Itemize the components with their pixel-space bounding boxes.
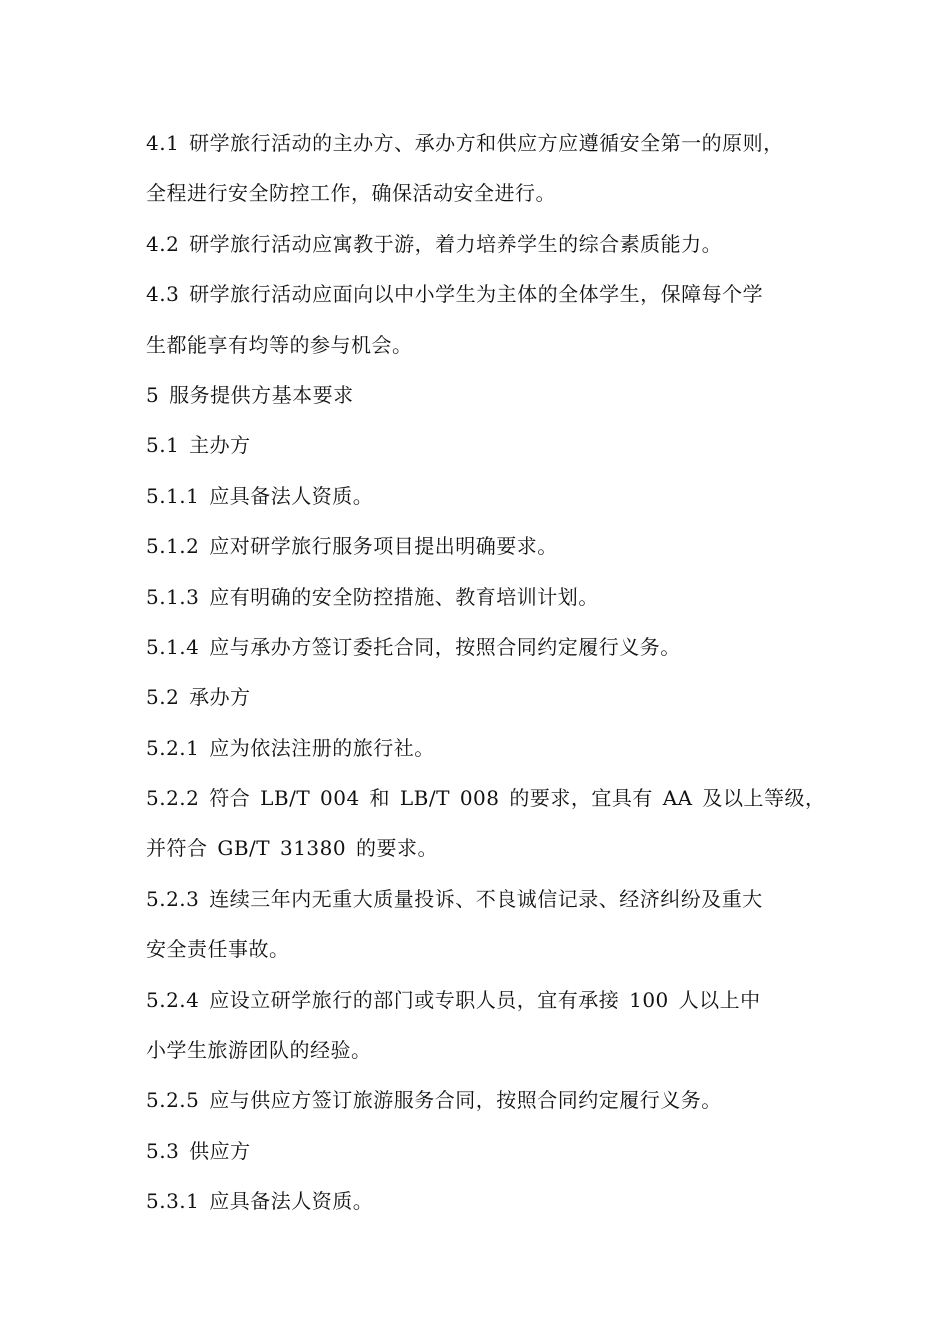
text-line: 5.1.2 应对研学旅行服务项目提出明确要求。: [146, 534, 558, 559]
subsection-heading: 5.3 供应方: [146, 1138, 251, 1163]
text-line: 4.3 研学旅行活动应面向以中小学生为主体的全体学生，保障每个学: [146, 282, 764, 307]
text-line: 5.1.4 应与承办方签订委托合同，按照合同约定履行义务。: [146, 634, 681, 659]
text-line: 并符合 GB/T 31380 的要求。: [146, 836, 438, 861]
section-heading: 5 服务提供方基本要求: [146, 382, 354, 407]
text-line: 生都能享有均等的参与机会。: [146, 332, 413, 357]
text-line: 4.1 研学旅行活动的主办方、承办方和供应方应遵循安全第一的原则，: [146, 131, 784, 155]
text-line: 5.1.3 应有明确的安全防控措施、教育培训计划。: [146, 584, 599, 609]
text-line: 全程进行安全防控工作，确保活动安全进行。: [146, 181, 556, 206]
text-line: 5.2.2 符合 LB/T 004 和 LB/T 008 的要求，宜具有 AA 及以上等级，: [146, 786, 826, 811]
text-line: 5.2.3 连续三年内无重大质量投诉、不良诚信记录、经济纠纷及重大: [146, 886, 763, 911]
text-line: 小学生旅游团队的经验。: [146, 1038, 372, 1063]
text-line: 4.2 研学旅行活动应寓教于游，着力培养学生的综合素质能力。: [146, 231, 723, 256]
text-line: 5.2.1 应为依法注册的旅行社。: [146, 735, 435, 760]
document-body: [146, 118, 826, 1227]
subsection-heading: 5.2 承办方: [146, 685, 251, 710]
text-line: 5.1.1 应具备法人资质。: [146, 483, 374, 508]
text-line: 安全责任事故。: [146, 937, 290, 962]
subsection-heading: 5.1 主办方: [146, 433, 251, 458]
text-line: 5.2.5 应与供应方签订旅游服务合同，按照合同约定履行义务。: [146, 1088, 722, 1113]
text-line: 5.2.4 应设立研学旅行的部门或专职人员，宜有承接 100 人以上中: [146, 987, 761, 1012]
text-line: 5.3.1 应具备法人资质。: [146, 1189, 374, 1214]
